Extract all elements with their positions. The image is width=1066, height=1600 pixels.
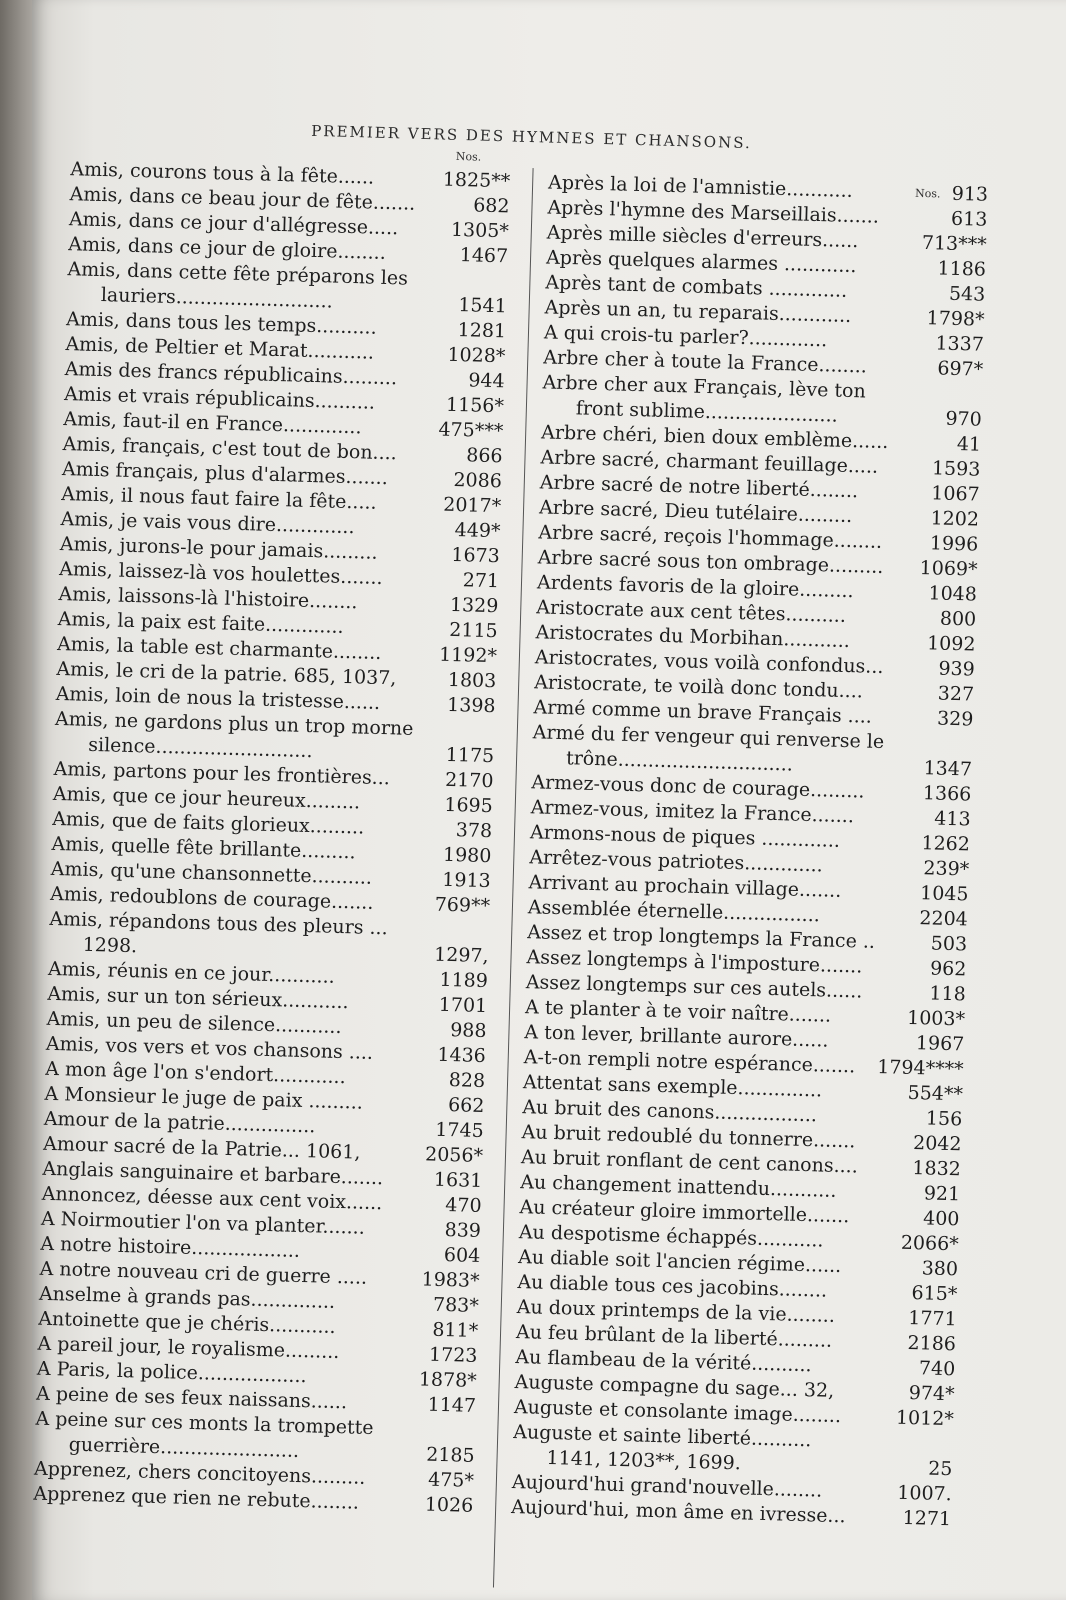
entry-number: 1067 xyxy=(931,482,980,506)
entry-text: A notre histoire.................. xyxy=(40,1232,301,1262)
entry-text: A-t-on rempli notre espérance....... xyxy=(523,1046,856,1078)
entry-text: Amis, que de faits glorieux......... xyxy=(51,807,365,839)
entry-text: Attentat sans exemple.............. xyxy=(522,1071,823,1102)
entry-number: 604 xyxy=(443,1243,481,1267)
entry-number: 1366 xyxy=(922,782,972,806)
entry-text: Au diable tous ces jacobins........ xyxy=(517,1271,828,1302)
entry-number: 1996 xyxy=(929,532,979,556)
entry-text: Arrêtez-vous patriotes............. xyxy=(529,846,824,877)
entry-text: Assez et trop longtemps la France .. xyxy=(526,921,876,953)
entry-number: 1262 xyxy=(921,832,971,856)
entry-text: Au diable soit l'ancien régime...... xyxy=(517,1246,842,1278)
page-content xyxy=(32,105,992,1600)
entry-text: Amis, sur un ton sérieux........... xyxy=(47,982,349,1014)
entry-number: 839 xyxy=(444,1218,482,1243)
entry-text: Amis, dans ce beau jour de fête....... xyxy=(69,183,416,215)
entry-text: Arbre sacré, reçois l'hommage........ xyxy=(538,521,883,553)
entry-number: 1007. xyxy=(897,1481,953,1506)
entry-number: 1825** xyxy=(442,168,511,193)
entry-text: A peine de ses feux naissans...... xyxy=(35,1382,348,1414)
entry-text: Ardents favoris de la gloire......... xyxy=(536,571,854,603)
entry-text: Amis, jurons-le pour jamais......... xyxy=(59,532,378,564)
entry-text: Amis, le cri de la patrie. 685, 1037, xyxy=(56,657,397,690)
entry-text: Assez longtemps à l'imposture....... xyxy=(526,946,863,978)
numbers-label-right: Nos. xyxy=(914,186,941,201)
entry-number: 974* xyxy=(908,1382,955,1406)
entry-number: 1913 xyxy=(442,868,491,893)
entry-text: Arbre cher aux Français, lève ton xyxy=(542,371,867,403)
entry-number: 2170 xyxy=(444,768,494,793)
entry-text-continued: 1141, 1203**, 1699. xyxy=(546,1446,742,1475)
entry-number: 118 xyxy=(929,982,967,1006)
entry-number: 1045 xyxy=(919,882,969,906)
entry-text: Après l'hymne des Marseillais....... xyxy=(547,196,880,228)
entry-text: A qui crois-tu parler?............. xyxy=(543,321,828,352)
entry-number: 1967 xyxy=(915,1032,965,1056)
entry-number: 327 xyxy=(937,682,975,706)
entry-text: Amis des francs républicains......... xyxy=(64,358,398,390)
entry-text: Aristocrate aux cent têtes.......... xyxy=(536,596,847,627)
entry-text-continued: front sublime...................... xyxy=(575,397,839,427)
entry-number: 2086 xyxy=(453,468,503,493)
entry-number: 156 xyxy=(925,1107,963,1131)
entry-number: 1202 xyxy=(930,507,980,531)
entry-number: 380 xyxy=(921,1257,959,1281)
entry-text: Antoinette que je chéris........... xyxy=(37,1307,336,1338)
entry-number: 1832 xyxy=(912,1157,962,1181)
entry-text: Au bruit des canons................. xyxy=(522,1096,818,1127)
entry-text-continued: lauriers.......................... xyxy=(100,284,334,313)
entry-number: 1305* xyxy=(450,218,510,243)
page-header: PREMIER VERS DES HYMNES ET CHANSONS. xyxy=(310,121,752,153)
entry-text: Assez longtemps sur ces autels...... xyxy=(525,971,863,1003)
entry-number: 682 xyxy=(472,194,510,218)
entry-text: Au flambeau de la vérité.......... xyxy=(515,1346,812,1377)
entry-number: 988 xyxy=(449,1019,487,1043)
entry-number: 944 xyxy=(468,369,505,393)
entry-text: Amis, que ce jour heureux......... xyxy=(52,782,361,814)
entry-text: Aujourd'hui grand'nouvelle........ xyxy=(511,1470,823,1502)
entry-number: 1189 xyxy=(439,968,489,993)
right-column xyxy=(511,170,989,1532)
entry-text: Amis, la table est charmante........ xyxy=(56,632,382,664)
entry-number: 1803 xyxy=(447,668,497,693)
book-page xyxy=(32,0,1066,1600)
entry-number: 811* xyxy=(432,1318,479,1342)
entry-number: 1337 xyxy=(935,332,985,356)
entry-number: 1398 xyxy=(446,693,496,718)
entry-number: 866 xyxy=(465,444,503,468)
entry-number: 769** xyxy=(434,893,491,918)
entry-text: Au changement inattendu........... xyxy=(519,1171,837,1202)
entry-number: 613 xyxy=(950,207,988,231)
entry-number: 1003* xyxy=(906,1006,966,1031)
entry-text: Amis, laissons-là l'histoire........ xyxy=(58,582,358,614)
entry-text: Amour sacré de la Patrie... 1061, xyxy=(42,1132,361,1164)
binding-gutter xyxy=(0,0,32,1600)
entry-number: 740 xyxy=(918,1357,956,1381)
left-column xyxy=(33,157,511,1519)
entry-text: Arbre sacré de notre liberté........ xyxy=(539,471,859,503)
entry-text: Auguste et consolante image........ xyxy=(513,1396,842,1428)
entry-text: Amis, dans ce jour de gloire........ xyxy=(67,233,387,264)
entry-number: 828 xyxy=(448,1069,486,1093)
entry-text-continued: guerrière....................... xyxy=(68,1433,300,1463)
entry-text: Anglais sanguinaire et barbare....... xyxy=(42,1157,384,1190)
entry-text: Amis, loin de nous la tristesse...... xyxy=(55,682,381,714)
entry-number: 1593 xyxy=(931,457,981,481)
entry-text: Armez-vous, imitez la France....... xyxy=(530,796,855,828)
entry-number: 475* xyxy=(427,1468,475,1492)
entry-number: 1186 xyxy=(937,257,987,281)
entry-number: 921 xyxy=(923,1182,961,1206)
entry-text: Après mille siècles d'erreurs...... xyxy=(546,221,859,253)
entry-number: 1175 xyxy=(445,743,495,768)
entry-text: Amis, de Peltier et Marat........... xyxy=(65,333,375,364)
entry-number: 1026 xyxy=(424,1493,474,1517)
entry-text: Aristocrate, te voilà donc tondu.... xyxy=(533,671,864,703)
entry-text: Au despotisme échappés........... xyxy=(518,1221,824,1252)
entry-number: 413 xyxy=(934,807,971,831)
entry-number: 543 xyxy=(948,282,986,306)
entry-text: Anselme à grands pas.............. xyxy=(38,1282,336,1313)
entry-number: 1281 xyxy=(457,319,507,343)
entry-text: Arbre cher à toute la France........ xyxy=(543,346,868,378)
entry-number: 2186 xyxy=(907,1331,957,1356)
entry-text-continued: 1298. xyxy=(82,933,138,958)
entry-text: Armons-nous de piques ............. xyxy=(529,821,841,852)
entry-number: 1436 xyxy=(437,1043,487,1068)
entry-number: 271 xyxy=(462,569,500,593)
entry-text: Au bruit redoublé du tonnerre....... xyxy=(521,1121,856,1153)
entry-text: Amis et vrais républicains.......... xyxy=(63,383,376,414)
entry-number: 25 xyxy=(927,1457,953,1481)
entry-number: 1794**** xyxy=(876,1056,964,1081)
entry-text: Assemblée éternelle................ xyxy=(527,896,821,927)
entry-number: 1156* xyxy=(445,393,505,418)
entry-number: 1745 xyxy=(435,1118,485,1143)
entry-number: 1983* xyxy=(421,1268,480,1292)
entry-number: 1012* xyxy=(895,1406,955,1431)
entry-number: 41 xyxy=(956,432,982,456)
entry-number: 1147 xyxy=(427,1393,477,1417)
entry-number: 1980 xyxy=(442,843,492,868)
entry-number: 783* xyxy=(432,1293,480,1317)
entry-number: 2056* xyxy=(424,1143,484,1168)
entry-text: Arbre sacré, Dieu tutélaire......... xyxy=(538,496,853,528)
entry-number: 378 xyxy=(455,819,493,843)
entry-number: 800 xyxy=(939,607,977,631)
entry-text: Amis, français, c'est tout de bon.... xyxy=(62,433,398,465)
entry-number: 1192* xyxy=(438,643,498,668)
entry-number: 1092 xyxy=(926,632,976,656)
entry-text: A Monsieur le juge de paix ......... xyxy=(44,1082,364,1114)
entry-text: Amis, répandons tous des pleurs ... xyxy=(49,907,388,940)
entry-number: 1798* xyxy=(926,307,985,331)
entry-text-continued: trône............................. xyxy=(565,747,794,776)
entry-text: Arbre sacré sous ton ombrage......... xyxy=(537,546,884,578)
entry-number: 554** xyxy=(907,1081,964,1106)
entry-number: 1069* xyxy=(919,557,978,581)
entry-text: A notre nouveau cri de guerre ..... xyxy=(39,1257,368,1289)
entry-text: Amis, qu'une chansonnette.......... xyxy=(50,857,373,889)
entry-number: 2115 xyxy=(449,618,498,643)
entry-number: 1723 xyxy=(428,1343,478,1367)
entry-text: Amis, dans cette fête préparons les xyxy=(67,258,409,290)
entry-number: 400 xyxy=(922,1207,960,1231)
entry-number: 1467 xyxy=(459,244,509,268)
entry-text: Après quelques alarmes ............ xyxy=(545,246,857,278)
entry-text: A Noirmoutier l'on va planter....... xyxy=(40,1207,366,1239)
entry-number: 239* xyxy=(923,857,970,881)
entry-number: 662 xyxy=(447,1094,485,1118)
entry-text: Amis, ne gardons plus un trop morne xyxy=(54,707,414,740)
entry-text: Amis, réunis en ce jour........... xyxy=(47,957,336,988)
entry-text: Aristocrates, vous voilà confondus... xyxy=(534,646,884,679)
entry-number: 1048 xyxy=(928,582,978,606)
entry-number: 1297, xyxy=(433,943,489,968)
entry-text: Après tant de combats ............. xyxy=(545,271,848,302)
entry-text: Après la loi de l'amnistie........... xyxy=(547,171,854,202)
entry-text: Amis, laissez-là vos houlettes....... xyxy=(58,557,383,590)
entry-text: Amis, quelle fête brillante......... xyxy=(51,832,356,864)
entry-number: 1878* xyxy=(418,1368,478,1392)
entry-text: Armé comme un brave Français .... xyxy=(533,696,873,728)
entry-number: 1271 xyxy=(902,1506,952,1531)
entry-text: Armez-vous donc de courage......... xyxy=(531,771,865,803)
entry-number: 697* xyxy=(937,357,984,381)
entry-text: Amis, courons tous à la fête...... xyxy=(70,158,375,189)
entry-number: 939 xyxy=(938,657,976,681)
entry-number: 2066* xyxy=(900,1231,960,1256)
entry-number: 615* xyxy=(911,1282,958,1306)
entry-number: 1701 xyxy=(438,993,488,1018)
entry-text: Au bruit ronflant de cent canons.... xyxy=(520,1146,859,1178)
entry-text: Amis, je vais vous dire............. xyxy=(60,507,355,539)
entry-number: 503 xyxy=(930,932,968,956)
entry-text: A te planter à te voir naître....... xyxy=(524,996,832,1027)
entry-text: Amis, partons pour les frontières... xyxy=(53,757,391,790)
entry-text-continued: silence.......................... xyxy=(88,733,313,763)
entry-text: Armé du fer vengeur qui renverse le xyxy=(532,721,885,754)
entry-text: Au feu brûlant de la liberté......... xyxy=(515,1321,833,1352)
entry-text: Amis, vos vers et vos chansons .... xyxy=(45,1032,374,1064)
entry-text: A pareil jour, le royalisme......... xyxy=(37,1332,340,1364)
entry-text: Aristocrates du Morbihan........... xyxy=(535,621,851,653)
entry-text: Arbre sacré, charmant feuillage..... xyxy=(540,446,879,478)
entry-text: Amis, il nous faut faire la fête..... xyxy=(61,483,377,514)
entry-text: Amis, dans ce jour d'allégresse..... xyxy=(68,208,399,240)
entry-text: Amour de la patrie............... xyxy=(43,1107,316,1138)
entry-text: Au créateur gloire immortelle....... xyxy=(519,1196,850,1228)
entry-number: 2042 xyxy=(912,1132,962,1156)
entry-text: Amis, dans tous les temps.......... xyxy=(65,308,377,339)
entry-number: 475*** xyxy=(438,418,504,443)
entry-text: Apprenez que rien ne rebute........ xyxy=(33,1482,360,1514)
numbers-label-left: Nos. xyxy=(455,149,482,164)
entry-number: 1347 xyxy=(923,757,973,781)
entry-text: Amis, faut-il en France............. xyxy=(63,408,362,439)
entry-number: 713*** xyxy=(921,231,987,256)
entry-text: Après un an, tu reparais............ xyxy=(544,296,852,327)
entry-number: 1329 xyxy=(449,593,499,618)
entry-text: Auguste et sainte liberté.......... xyxy=(512,1420,812,1452)
entry-text: Auguste compagne du sage... 32, xyxy=(514,1371,835,1402)
entry-text: Amis, redoublons de courage....... xyxy=(49,882,374,914)
entry-text: A peine sur ces monts la trompette xyxy=(35,1407,374,1440)
entry-text: Apprenez, chers concitoyens......... xyxy=(33,1457,366,1489)
entry-text: Arrivant au prochain village....... xyxy=(528,871,842,902)
entry-text: A Paris, la police.................. xyxy=(36,1357,307,1388)
entry-text: Annoncez, déesse aux cent voix...... xyxy=(41,1182,383,1215)
entry-number: 913 xyxy=(951,182,989,206)
entry-number: 970 xyxy=(945,407,983,431)
entry-text: Arbre chéri, bien doux emblème...... xyxy=(540,421,889,454)
entry-number: 470 xyxy=(445,1194,482,1218)
entry-text: Aujourd'hui, mon âme en ivresse... xyxy=(510,1495,846,1528)
entry-number: 2017* xyxy=(443,493,502,518)
entry-number: 1771 xyxy=(907,1306,957,1331)
entry-number: 1631 xyxy=(433,1168,483,1193)
entry-text: A mon âge l'on s'endort............ xyxy=(44,1057,346,1089)
entry-number: 329 xyxy=(936,707,974,731)
entry-number: 2204 xyxy=(919,907,969,931)
entry-text: Amis français, plus d'alarmes....... xyxy=(61,458,389,490)
entry-number: 2185 xyxy=(425,1443,475,1467)
entry-text: A ton lever, brillante aurore...... xyxy=(524,1021,829,1052)
entry-text: Amis, un peu de silence........... xyxy=(46,1007,342,1039)
entry-number: 962 xyxy=(929,957,967,981)
entry-text: Au doux printemps de la vie........ xyxy=(516,1296,836,1327)
entry-number: 1695 xyxy=(444,793,494,818)
entry-number: 449* xyxy=(454,519,501,543)
entry-number: 1541 xyxy=(458,294,508,318)
entry-number: 1673 xyxy=(451,543,501,568)
entry-text: Amis, la paix est faite............. xyxy=(57,607,344,638)
entry-number: 1028* xyxy=(447,343,506,368)
